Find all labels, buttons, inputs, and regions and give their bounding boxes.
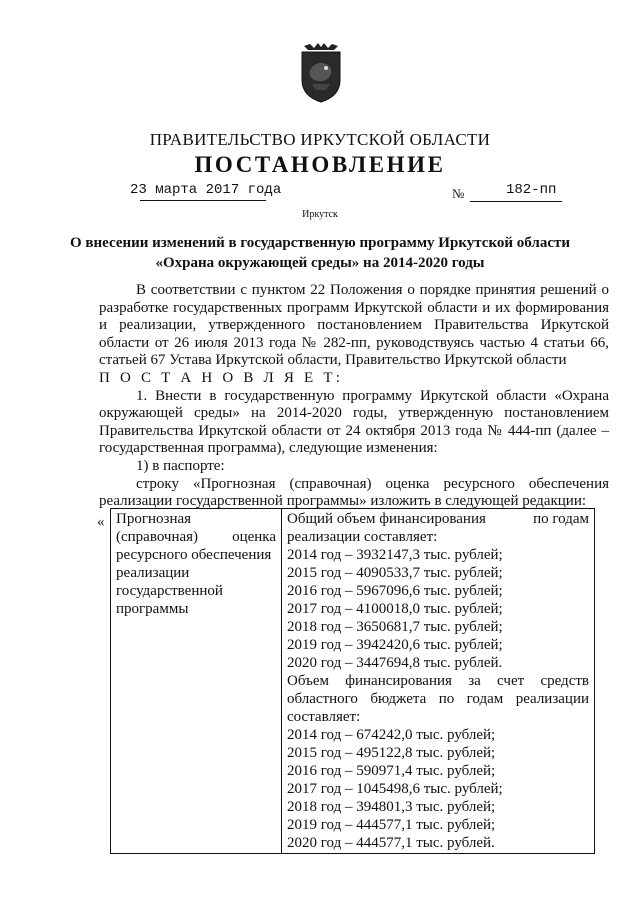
government-name: ПРАВИТЕЛЬСТВО ИРКУТСКОЙ ОБЛАСТИ bbox=[149, 130, 491, 149]
total-year-line: 2014 год – 3932147,3 тыс. рублей; bbox=[287, 547, 503, 563]
resolve-word: П О С Т А Н О В Л Я Е Т: bbox=[99, 369, 344, 386]
left-col-line: государственной bbox=[116, 583, 223, 599]
left-col-line: Прогнозная bbox=[116, 511, 192, 527]
number-underline bbox=[470, 201, 562, 202]
document-title bbox=[60, 233, 580, 273]
line-intro-paragraph: строку «Прогнозная (справочная) оценка ресурсного обеспечения реализации государственной программы» изложить в следующей редакции: bbox=[99, 475, 609, 510]
left-col-line: программы bbox=[116, 601, 189, 617]
left-col-word: оценка bbox=[232, 529, 276, 545]
total-year-line: 2017 год – 4100018,0 тыс. рублей; bbox=[287, 601, 503, 617]
regional-year-line: 2017 год – 1045498,6 тыс. рублей; bbox=[287, 781, 503, 797]
left-col-line: реализации bbox=[116, 565, 190, 581]
subitem-1-paragraph: 1) в паспорте: bbox=[136, 457, 225, 474]
document-type: ПОСТАНОВЛЕНИЕ bbox=[194, 152, 446, 177]
document-number: 182-пп bbox=[506, 182, 557, 198]
regional-year-line: 2016 год – 590971,4 тыс. рублей; bbox=[287, 763, 496, 779]
total-year-line: 2015 год – 4090533,7 тыс. рублей; bbox=[287, 565, 503, 581]
document-date: 23 марта 2017 года bbox=[130, 182, 282, 198]
table-row bbox=[111, 509, 595, 854]
date-underline bbox=[140, 200, 266, 201]
total-heading-cont: реализации составляет: bbox=[287, 529, 438, 545]
regional-year-line: 2015 год – 495122,8 тыс. рублей; bbox=[287, 745, 496, 761]
funding-table bbox=[110, 508, 595, 854]
regional-year-line: 2014 год – 674242,0 тыс. рублей; bbox=[287, 727, 496, 743]
left-col-word: (справочная) bbox=[116, 529, 199, 545]
total-heading-part: Общий объем финансирования bbox=[287, 511, 486, 527]
total-year-line: 2016 год – 5967096,6 тыс. рублей; bbox=[287, 583, 503, 599]
table-right-cell bbox=[282, 509, 595, 854]
preamble-paragraph: В соответствии с пунктом 22 Положения о порядке принятия решений о разработке государственных программ Иркутской области и их формирования и реализации, утвержденного постановлением Правительства Иркутской области от 26 июля 2013 года № 282-пп, руководствуясь частью 4 статьи 66, статьей 67 Устава Иркутской области, Правительство Иркутской области bbox=[99, 282, 609, 369]
item-1-paragraph: 1. Внести в государственную программу Иркутской области «Охрана окружающей среды» на 2014-2020 годы, утвержденную постановлением Правительства Иркутской области от 24 октября 2013 года № 444-пп (далее – государственная программа), следующие изменения: bbox=[99, 387, 609, 457]
total-year-line: 2020 год – 3447694,8 тыс. рублей. bbox=[287, 655, 503, 671]
left-col-line: ресурсного обеспечения bbox=[116, 547, 272, 563]
left-col-line bbox=[116, 528, 276, 546]
total-heading bbox=[287, 510, 589, 528]
total-year-line: 2018 год – 3650681,7 тыс. рублей; bbox=[287, 619, 503, 635]
number-sign: № bbox=[452, 186, 465, 201]
total-heading-part: по годам bbox=[533, 511, 589, 527]
coat-of-arms-emblem bbox=[296, 40, 346, 104]
table-left-cell bbox=[111, 509, 282, 854]
regional-year-line: 2018 год – 394801,3 тыс. рублей; bbox=[287, 799, 496, 815]
regional-year-line: 2019 год – 444577,1 тыс. рублей; bbox=[287, 817, 496, 833]
document-body bbox=[99, 282, 609, 511]
city-name: Иркутск bbox=[302, 209, 338, 220]
open-quote: « bbox=[97, 514, 105, 530]
title-line-2: «Охрана окружающей среды» на 2014-2020 годы bbox=[155, 255, 485, 271]
title-line-1: О внесении изменений в государственную программу Иркутской области bbox=[69, 235, 571, 251]
regional-heading: Объем финансирования за счет средств областного бюджета по годам реализации составляет: bbox=[287, 673, 589, 725]
total-year-line: 2019 год – 3942420,6 тыс. рублей; bbox=[287, 637, 503, 653]
regional-year-line: 2020 год – 444577,1 тыс. рублей. bbox=[287, 835, 495, 851]
